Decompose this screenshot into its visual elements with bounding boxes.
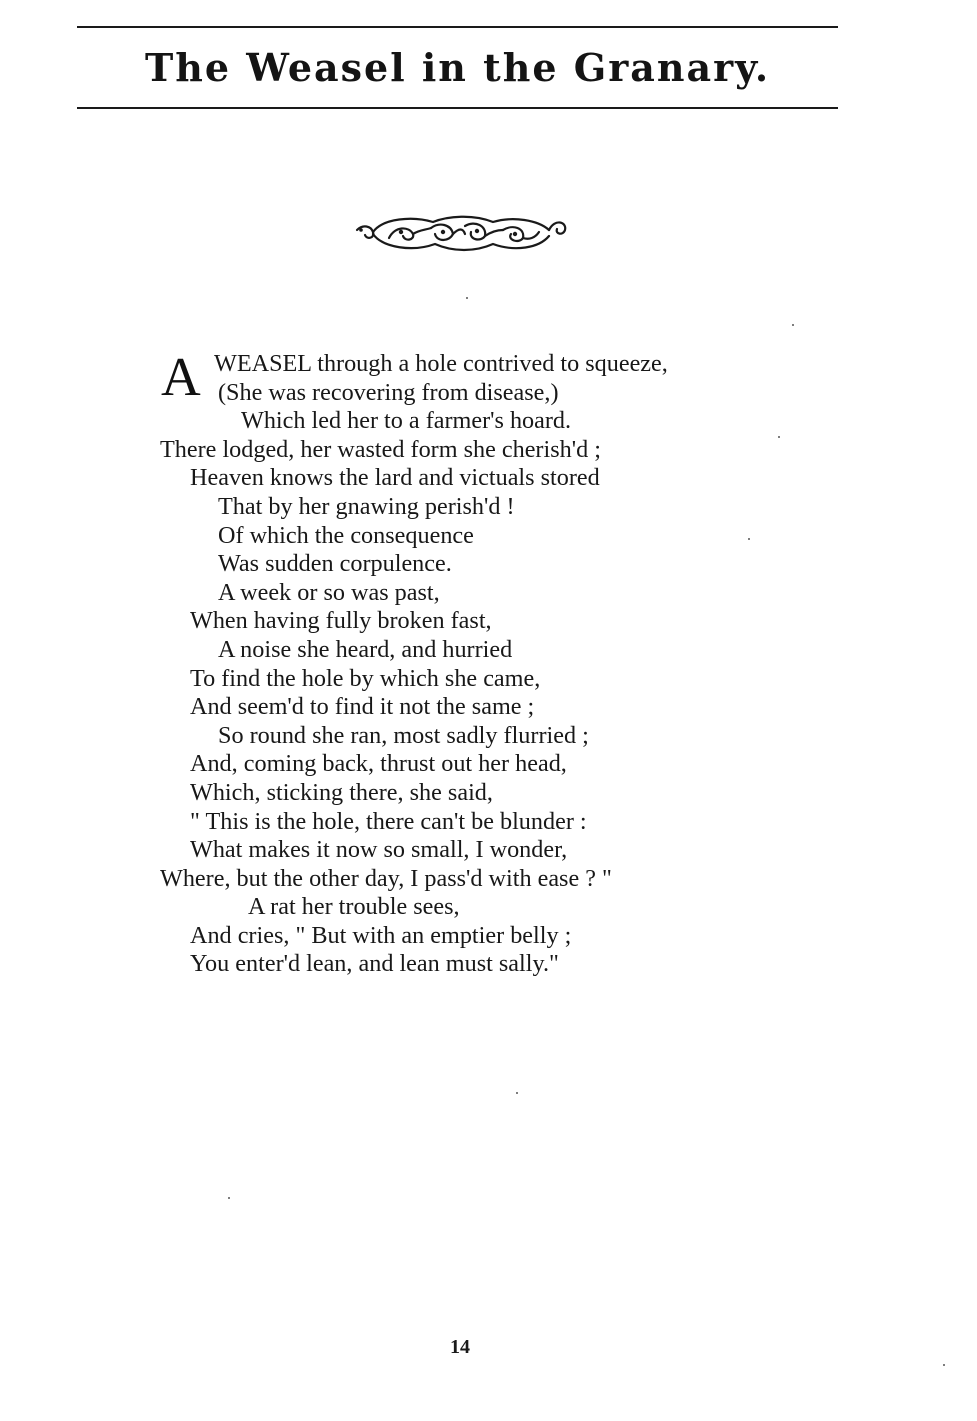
- poem-line-22: You enter'd lean, and lean must sally.": [190, 950, 559, 978]
- poem-line-18: What makes it now so small, I wonder,: [190, 836, 568, 864]
- poem-line-7: Of which the consequence: [218, 521, 474, 549]
- paper-speck: [228, 1197, 230, 1199]
- header-rule-bottom: [77, 107, 838, 109]
- paper-speck: [778, 436, 780, 438]
- poem-line-6: That by her gnawing perish'd !: [218, 492, 515, 520]
- poem-line-12: To find the hole by which she came,: [190, 664, 541, 692]
- poem-line-17: " This is the hole, there can't be blunder :: [190, 807, 587, 835]
- poem-line-text: WEASEL through a hole contrived to squeeze,: [214, 350, 668, 377]
- poem-line-9: A week or so was past,: [218, 578, 440, 606]
- drop-cap: A: [161, 346, 201, 407]
- paper-speck: [943, 1364, 945, 1366]
- poem-line-14: So round she ran, most sadly flurried ;: [218, 721, 589, 749]
- poem-line-3: Which led her to a farmer's hoard.: [241, 407, 572, 435]
- page-number: 14: [450, 1336, 470, 1358]
- poem-line-11: A noise she heard, and hurried: [218, 635, 513, 663]
- poem-line-10: When having fully broken fast,: [190, 607, 492, 635]
- page-title: The Weasel in the Granary.: [144, 45, 771, 90]
- poem-line-13: And seem'd to find it not the same ;: [190, 693, 535, 721]
- poem-line-19: Where, but the other day, I pass'd with ease ? ": [160, 864, 612, 892]
- poem-body: [0, 346, 977, 979]
- paper-speck: [466, 297, 468, 299]
- poem-line-15: And, coming back, thrust out her head,: [190, 750, 567, 778]
- poem-line-21: And cries, " But with an emptier belly ;: [190, 921, 572, 949]
- paper-speck: [748, 538, 750, 540]
- poem-line-16: Which, sticking there, she said,: [190, 778, 493, 806]
- paper-speck: [792, 324, 794, 326]
- paper-speck: [516, 1092, 518, 1094]
- poem-line-5: Heaven knows the lard and victuals stored: [190, 464, 600, 492]
- poem-line-8: Was sudden corpulence.: [218, 550, 452, 578]
- header-rule-top: [77, 26, 838, 28]
- scroll-ornament-icon: [353, 208, 569, 256]
- poem-line-4: There lodged, her wasted form she cherish'd ;: [160, 435, 601, 463]
- poem-line-20: A rat her trouble sees,: [248, 893, 460, 921]
- poem-line-2: (She was recovering from disease,): [218, 378, 559, 406]
